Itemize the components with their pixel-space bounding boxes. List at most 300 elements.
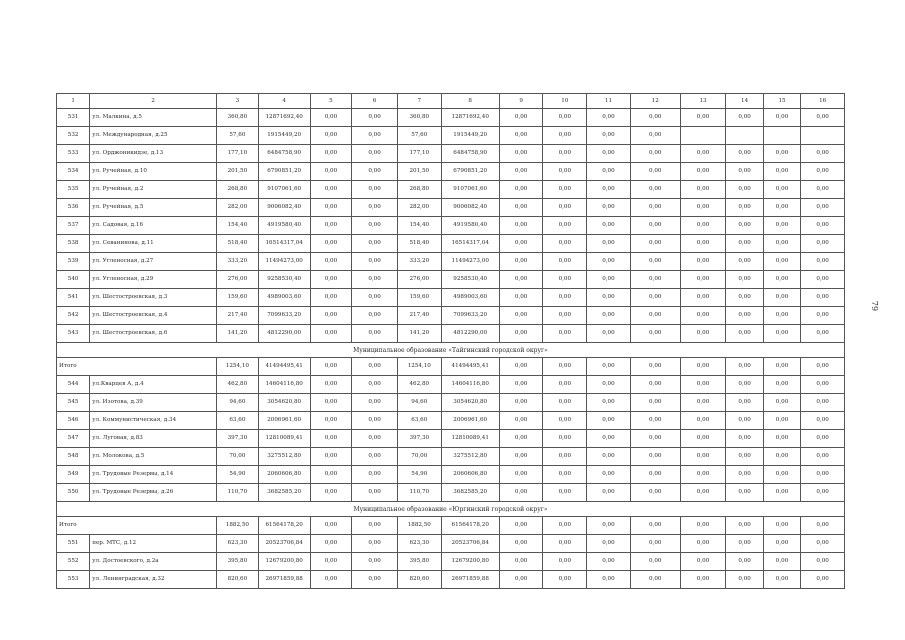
value-cell: 0,00 — [680, 325, 726, 343]
value-cell: 0,00 — [763, 484, 800, 502]
value-cell: 0,00 — [726, 109, 763, 127]
total-cell: 0,00 — [587, 517, 631, 535]
value-cell: 0,00 — [726, 271, 763, 289]
value-cell: 201,50 — [397, 163, 441, 181]
value-cell: 0,00 — [726, 412, 763, 430]
value-cell: 20523706,84 — [258, 535, 310, 553]
row-number: 532 — [57, 127, 90, 145]
value-cell: 0,00 — [680, 466, 726, 484]
value-cell: 0,00 — [352, 145, 398, 163]
value-cell: 0,00 — [352, 571, 398, 589]
table-row — [57, 571, 845, 589]
value-cell: 0,00 — [543, 553, 587, 571]
value-cell: 0,00 — [543, 430, 587, 448]
total-cell: 0,00 — [310, 517, 352, 535]
value-cell: 4989003,60 — [441, 289, 499, 307]
value-cell: 0,00 — [630, 163, 680, 181]
value-cell: 63,60 — [217, 412, 259, 430]
total-row — [57, 358, 845, 376]
value-cell: 0,00 — [801, 181, 845, 199]
value-cell: 395,80 — [397, 553, 441, 571]
value-cell: 276,00 — [397, 271, 441, 289]
value-cell: 333,20 — [397, 253, 441, 271]
value-cell: 12679200,80 — [441, 553, 499, 571]
value-cell: 0,00 — [630, 553, 680, 571]
row-number: 537 — [57, 217, 90, 235]
value-cell: 0,00 — [499, 553, 543, 571]
value-cell: 0,00 — [543, 571, 587, 589]
value-cell: 141,20 — [397, 325, 441, 343]
value-cell: 360,80 — [397, 109, 441, 127]
value-cell: 0,00 — [763, 553, 800, 571]
row-number: 547 — [57, 430, 90, 448]
value-cell: 0,00 — [310, 181, 352, 199]
value-cell: 0,00 — [801, 217, 845, 235]
value-cell: 623,30 — [397, 535, 441, 553]
value-cell: 0,00 — [543, 466, 587, 484]
table-row — [57, 553, 845, 571]
column-header: 6 — [352, 94, 398, 109]
value-cell: 2006961,60 — [258, 412, 310, 430]
value-cell: 9006082,40 — [258, 199, 310, 217]
value-cell: 12871692,40 — [441, 109, 499, 127]
total-cell: 0,00 — [543, 358, 587, 376]
value-cell: 16514317,04 — [258, 235, 310, 253]
value-cell: 0,00 — [499, 181, 543, 199]
value-cell: 0,00 — [680, 217, 726, 235]
total-cell: 0,00 — [630, 358, 680, 376]
value-cell: 0,00 — [587, 484, 631, 502]
value-cell: 0,00 — [352, 271, 398, 289]
table-row — [57, 217, 845, 235]
table-body — [57, 94, 845, 589]
value-cell: 4989003,60 — [258, 289, 310, 307]
total-cell: 0,00 — [352, 517, 398, 535]
value-cell: 0,00 — [310, 307, 352, 325]
value-cell: 94,60 — [397, 394, 441, 412]
value-cell: 12810089,41 — [258, 430, 310, 448]
value-cell: 0,00 — [543, 325, 587, 343]
row-number: 533 — [57, 145, 90, 163]
value-cell: 0,00 — [801, 376, 845, 394]
value-cell: 0,00 — [587, 271, 631, 289]
value-cell: 0,00 — [763, 289, 800, 307]
value-cell: 0,00 — [587, 394, 631, 412]
value-cell: 154,40 — [217, 217, 259, 235]
address-cell: ул. Международная, д.25 — [90, 127, 217, 145]
value-cell: 3275512,80 — [441, 448, 499, 466]
value-cell: 4812290,00 — [441, 325, 499, 343]
value-cell: 0,00 — [763, 394, 800, 412]
value-cell: 201,50 — [217, 163, 259, 181]
row-number: 531 — [57, 109, 90, 127]
column-header: 12 — [630, 94, 680, 109]
value-cell: 0,00 — [680, 448, 726, 466]
value-cell: 159,60 — [397, 289, 441, 307]
value-cell: 0,00 — [543, 163, 587, 181]
value-cell: 0,00 — [801, 253, 845, 271]
value-cell: 3054620,80 — [258, 394, 310, 412]
value-cell: 0,00 — [352, 109, 398, 127]
value-cell: 0,00 — [630, 325, 680, 343]
value-cell: 0,00 — [587, 235, 631, 253]
value-cell: 0,00 — [543, 145, 587, 163]
value-cell: 54,90 — [397, 466, 441, 484]
value-cell: 0,00 — [543, 271, 587, 289]
value-cell: 0,00 — [587, 430, 631, 448]
value-cell: 0,00 — [726, 466, 763, 484]
table-row — [57, 376, 845, 394]
value-cell: 0,00 — [587, 217, 631, 235]
value-cell: 0,00 — [499, 448, 543, 466]
total-cell: 0,00 — [680, 517, 726, 535]
value-cell: 177,10 — [217, 145, 259, 163]
value-cell: 0,00 — [352, 553, 398, 571]
value-cell: 0,00 — [352, 199, 398, 217]
housing-table — [56, 93, 845, 589]
value-cell: 0,00 — [680, 163, 726, 181]
value-cell: 0,00 — [726, 289, 763, 307]
value-cell: 0,00 — [801, 484, 845, 502]
value-cell: 0,00 — [543, 127, 587, 145]
row-number: 550 — [57, 484, 90, 502]
value-cell: 0,00 — [630, 535, 680, 553]
total-cell: 41494495,41 — [441, 358, 499, 376]
total-cell: 0,00 — [310, 358, 352, 376]
value-cell: 0,00 — [352, 484, 398, 502]
value-cell: 0,00 — [543, 376, 587, 394]
value-cell: 0,00 — [630, 271, 680, 289]
value-cell: 12810089,41 — [441, 430, 499, 448]
value-cell: 1915449,20 — [441, 127, 499, 145]
row-number: 536 — [57, 199, 90, 217]
table-row — [57, 253, 845, 271]
value-cell: 0,00 — [352, 466, 398, 484]
value-cell: 0,00 — [726, 199, 763, 217]
value-cell: 0,00 — [352, 412, 398, 430]
total-cell: 1882,50 — [217, 517, 259, 535]
address-cell: ул. Шестостроевская, д.4 — [90, 307, 217, 325]
value-cell: 0,00 — [310, 484, 352, 502]
total-cell: 0,00 — [352, 358, 398, 376]
value-cell: 0,00 — [587, 145, 631, 163]
value-cell: 0,00 — [352, 289, 398, 307]
section-row — [57, 502, 845, 517]
value-cell: 268,80 — [217, 181, 259, 199]
column-header: 14 — [726, 94, 763, 109]
value-cell: 14604116,80 — [441, 376, 499, 394]
address-cell: ул. Трудовые Резервы, д.14 — [90, 466, 217, 484]
value-cell: 159,60 — [217, 289, 259, 307]
value-cell: 0,00 — [587, 199, 631, 217]
value-cell: 0,00 — [310, 466, 352, 484]
column-header: 2 — [90, 94, 217, 109]
value-cell: 518,40 — [397, 235, 441, 253]
value-cell: 0,00 — [587, 181, 631, 199]
value-cell: 0,00 — [630, 127, 680, 145]
value-cell: 0,00 — [630, 145, 680, 163]
value-cell: 0,00 — [352, 127, 398, 145]
table-row — [57, 307, 845, 325]
value-cell: 0,00 — [763, 253, 800, 271]
row-number: 552 — [57, 553, 90, 571]
value-cell: 0,00 — [801, 289, 845, 307]
row-number: 548 — [57, 448, 90, 466]
value-cell: 0,00 — [499, 163, 543, 181]
row-number: 539 — [57, 253, 90, 271]
value-cell: 0,00 — [543, 412, 587, 430]
address-cell: ул. Угленосная, д.27 — [90, 253, 217, 271]
section-title: Муниципальное образование «Юргинский городской округ» — [57, 502, 845, 517]
column-header: 5 — [310, 94, 352, 109]
value-cell: 0,00 — [587, 127, 631, 145]
column-header: 16 — [801, 94, 845, 109]
value-cell: 0,00 — [680, 307, 726, 325]
value-cell: 0,00 — [499, 430, 543, 448]
value-cell: 0,00 — [801, 199, 845, 217]
value-cell: 0,00 — [352, 394, 398, 412]
address-cell: ул. Ручейная, д.2 — [90, 181, 217, 199]
value-cell: 0,00 — [499, 217, 543, 235]
value-cell: 395,80 — [217, 553, 259, 571]
value-cell: 63,60 — [397, 412, 441, 430]
value-cell: 0,00 — [587, 253, 631, 271]
total-cell: 0,00 — [801, 358, 845, 376]
value-cell: 0,00 — [352, 535, 398, 553]
row-number: 551 — [57, 535, 90, 553]
value-cell: 0,00 — [352, 217, 398, 235]
table-row — [57, 325, 845, 343]
value-cell: 0,00 — [310, 325, 352, 343]
value-cell: 0,00 — [310, 553, 352, 571]
value-cell: 0,00 — [630, 199, 680, 217]
value-cell: 0,00 — [310, 199, 352, 217]
value-cell: 0,00 — [801, 109, 845, 127]
value-cell: 0,00 — [680, 271, 726, 289]
row-number: 540 — [57, 271, 90, 289]
value-cell: 57,60 — [397, 127, 441, 145]
value-cell: 26971859,88 — [258, 571, 310, 589]
value-cell: 0,00 — [763, 466, 800, 484]
value-cell: 0,00 — [726, 217, 763, 235]
value-cell: 0,00 — [801, 325, 845, 343]
value-cell: 0,00 — [726, 535, 763, 553]
value-cell: 9258530,40 — [441, 271, 499, 289]
section-title: Муниципальное образование «Тайгинский городской округ» — [57, 343, 845, 358]
value-cell: 0,00 — [499, 271, 543, 289]
total-cell: 1882,50 — [397, 517, 441, 535]
value-cell: 0,00 — [680, 181, 726, 199]
value-cell: 0,00 — [499, 199, 543, 217]
value-cell: 0,00 — [763, 217, 800, 235]
value-cell: 0,00 — [680, 412, 726, 430]
total-cell: 61564178,20 — [441, 517, 499, 535]
value-cell: 0,00 — [630, 235, 680, 253]
value-cell: 0,00 — [499, 307, 543, 325]
value-cell: 0,00 — [801, 271, 845, 289]
value-cell: 0,00 — [726, 571, 763, 589]
table-row — [57, 535, 845, 553]
value-cell: 0,00 — [310, 289, 352, 307]
row-number: 538 — [57, 235, 90, 253]
value-cell: 11494273,00 — [441, 253, 499, 271]
row-number: 549 — [57, 466, 90, 484]
value-cell: 0,00 — [801, 448, 845, 466]
total-cell: 0,00 — [726, 517, 763, 535]
address-cell: ул. Ручейная, д.5 — [90, 199, 217, 217]
value-cell: 6790851,20 — [258, 163, 310, 181]
value-cell: 0,00 — [630, 412, 680, 430]
value-cell: 0,00 — [801, 571, 845, 589]
value-cell: 282,00 — [217, 199, 259, 217]
value-cell: 54,90 — [217, 466, 259, 484]
value-cell: 110,70 — [217, 484, 259, 502]
row-number: 546 — [57, 412, 90, 430]
value-cell: 0,00 — [587, 448, 631, 466]
total-cell: 0,00 — [587, 358, 631, 376]
value-cell: 0,00 — [587, 325, 631, 343]
value-cell: 0,00 — [630, 253, 680, 271]
table-row — [57, 289, 845, 307]
column-header: 15 — [763, 94, 800, 109]
value-cell: 6484758,90 — [258, 145, 310, 163]
value-cell: 0,00 — [763, 109, 800, 127]
row-number: 534 — [57, 163, 90, 181]
address-cell: ул. Трудовые Резервы, д.26 — [90, 484, 217, 502]
row-number: 544 — [57, 376, 90, 394]
value-cell: 0,00 — [801, 235, 845, 253]
value-cell: 0,00 — [543, 307, 587, 325]
value-cell: 0,00 — [680, 145, 726, 163]
value-cell: 1915449,20 — [258, 127, 310, 145]
total-cell: 0,00 — [680, 358, 726, 376]
value-cell: 0,00 — [310, 271, 352, 289]
total-cell: 0,00 — [726, 358, 763, 376]
value-cell: 0,00 — [630, 217, 680, 235]
row-number: 543 — [57, 325, 90, 343]
value-cell: 0,00 — [630, 376, 680, 394]
value-cell: 462,80 — [397, 376, 441, 394]
column-header: 3 — [217, 94, 259, 109]
value-cell: 0,00 — [680, 376, 726, 394]
value-cell: 0,00 — [763, 181, 800, 199]
value-cell: 0,00 — [726, 307, 763, 325]
address-cell: ул. Угленосная, д.29 — [90, 271, 217, 289]
value-cell: 0,00 — [726, 448, 763, 466]
value-cell: 0,00 — [630, 394, 680, 412]
value-cell: 0,00 — [310, 253, 352, 271]
total-cell: 0,00 — [630, 517, 680, 535]
value-cell: 0,00 — [310, 571, 352, 589]
value-cell: 0,00 — [543, 253, 587, 271]
value-cell: 0,00 — [630, 289, 680, 307]
total-cell: 0,00 — [801, 517, 845, 535]
value-cell: 0,00 — [499, 109, 543, 127]
value-cell: 0,00 — [543, 235, 587, 253]
total-cell: 0,00 — [499, 517, 543, 535]
value-cell: 0,00 — [499, 289, 543, 307]
value-cell: 0,00 — [587, 109, 631, 127]
table-row — [57, 127, 845, 145]
value-cell: 0,00 — [352, 163, 398, 181]
value-cell: 217,40 — [217, 307, 259, 325]
value-cell: 282,00 — [397, 199, 441, 217]
total-cell: 0,00 — [763, 358, 800, 376]
table-row — [57, 271, 845, 289]
value-cell: 16514317,04 — [441, 235, 499, 253]
column-header: 8 — [441, 94, 499, 109]
value-cell: 0,00 — [801, 535, 845, 553]
value-cell: 0,00 — [726, 181, 763, 199]
value-cell: 0,00 — [352, 376, 398, 394]
value-cell: 518,40 — [217, 235, 259, 253]
value-cell: 217,40 — [397, 307, 441, 325]
address-cell: ул. Шестостроевская, д.6 — [90, 325, 217, 343]
value-cell: 0,00 — [801, 163, 845, 181]
value-cell: 0,00 — [543, 535, 587, 553]
value-cell: 0,00 — [587, 163, 631, 181]
value-cell: 2006961,60 — [441, 412, 499, 430]
value-cell: 333,20 — [217, 253, 259, 271]
value-cell: 2060606,80 — [441, 466, 499, 484]
value-cell — [726, 127, 763, 145]
value-cell: 0,00 — [630, 109, 680, 127]
value-cell: 0,00 — [499, 253, 543, 271]
value-cell: 0,00 — [763, 448, 800, 466]
value-cell: 0,00 — [543, 181, 587, 199]
table-row — [57, 412, 845, 430]
column-header: 7 — [397, 94, 441, 109]
value-cell: 0,00 — [543, 394, 587, 412]
column-header: 4 — [258, 94, 310, 109]
value-cell: 11494273,00 — [258, 253, 310, 271]
value-cell: 0,00 — [587, 466, 631, 484]
value-cell: 0,00 — [310, 430, 352, 448]
table-row — [57, 430, 845, 448]
value-cell: 0,00 — [352, 325, 398, 343]
value-cell: 0,00 — [630, 571, 680, 589]
value-cell: 0,00 — [587, 535, 631, 553]
value-cell: 0,00 — [587, 307, 631, 325]
value-cell: 0,00 — [801, 145, 845, 163]
value-cell: 26971859,88 — [441, 571, 499, 589]
value-cell: 0,00 — [310, 235, 352, 253]
page-number: 79 — [870, 300, 879, 312]
value-cell: 0,00 — [630, 181, 680, 199]
value-cell: 0,00 — [726, 484, 763, 502]
table-row — [57, 235, 845, 253]
value-cell: 0,00 — [680, 484, 726, 502]
value-cell: 0,00 — [587, 412, 631, 430]
address-cell: ул. Изотова, д.39 — [90, 394, 217, 412]
total-cell: 1254,10 — [397, 358, 441, 376]
value-cell: 623,30 — [217, 535, 259, 553]
value-cell: 462,80 — [217, 376, 259, 394]
value-cell: 0,00 — [499, 412, 543, 430]
value-cell: 820,60 — [397, 571, 441, 589]
value-cell: 0,00 — [726, 253, 763, 271]
value-cell: 3275512,80 — [258, 448, 310, 466]
value-cell: 0,00 — [587, 553, 631, 571]
value-cell: 94,60 — [217, 394, 259, 412]
value-cell: 0,00 — [763, 412, 800, 430]
value-cell: 141,20 — [217, 325, 259, 343]
value-cell: 0,00 — [499, 571, 543, 589]
value-cell: 177,10 — [397, 145, 441, 163]
value-cell: 0,00 — [499, 235, 543, 253]
address-cell: ул. Луговая, д.83 — [90, 430, 217, 448]
value-cell: 7099633,20 — [441, 307, 499, 325]
